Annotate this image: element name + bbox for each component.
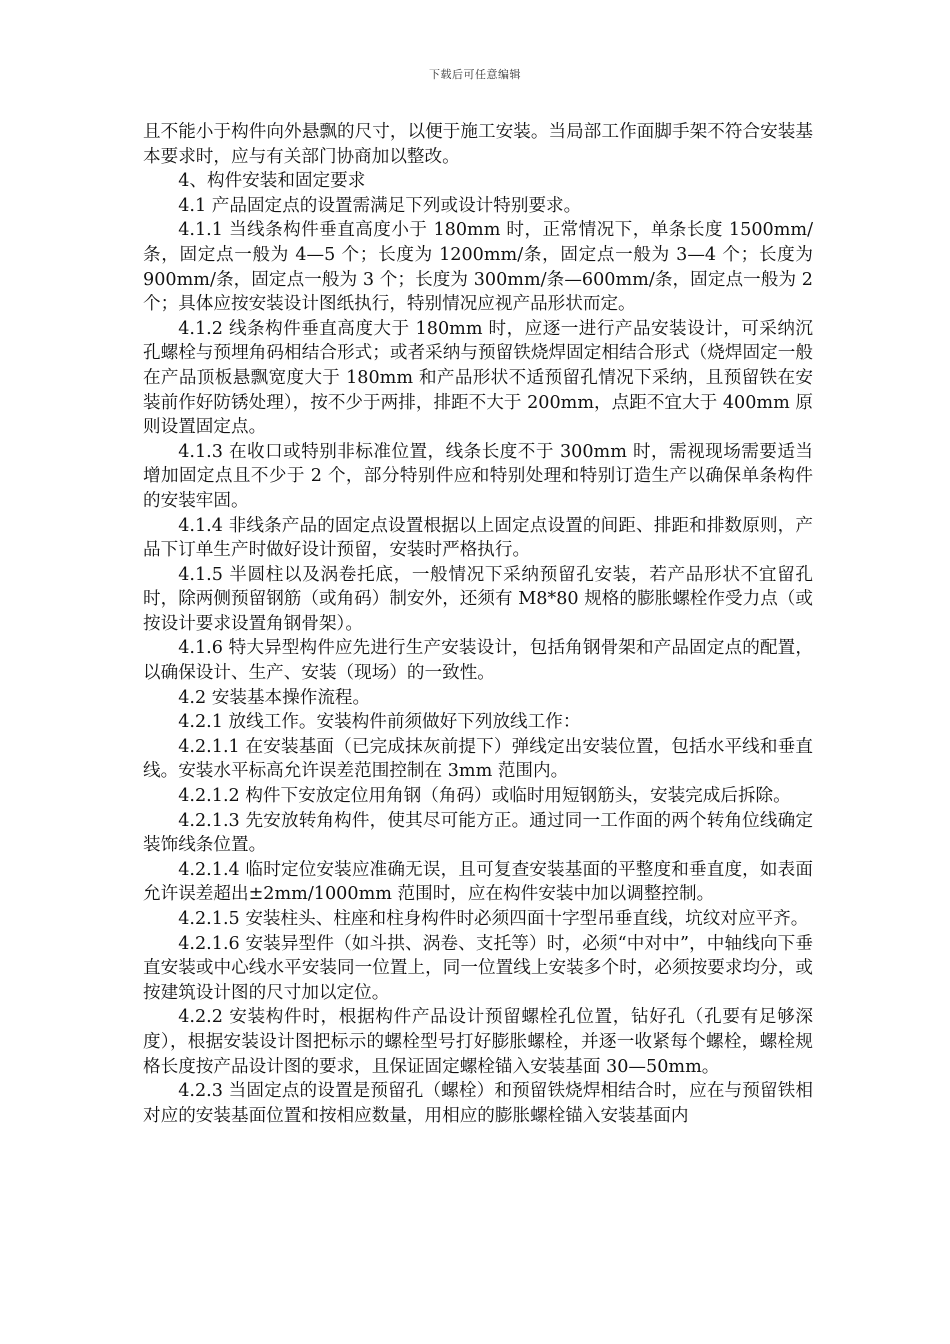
section-heading: 4、构件安装和固定要求 — [178, 171, 366, 192]
paragraph: 4.1.6 特大异型构件应先进行生产安装设计，包括角钢骨架和产品固定点的配置，以确保设计、生产、安装（现场）的一致性。 — [143, 638, 813, 684]
paragraph: 4.2.1.4 临时定位安装应准确无误，且可复查安装基面的平整度和垂直度，如表面允许误差超出±2mm/1000mm 范围时，应在构件安装中加以调整控制。 — [143, 859, 813, 905]
paragraph: 4.1 产品固定点的设置需满足下列或设计特别要求。 — [178, 195, 582, 216]
paragraph: 4.1.2 线条构件垂直高度大于 180mm 时，应逐一进行产品安装设计，可采纳沉孔螺栓与预埋角码相结合形式；或者采纳与预留铁烧焊固定相结合形式（烧焊固定一般在产品顶板悬飘宽度大于 180mm 和产品形状不适预留孔情况下采纳，且预留铁在安装前作好防锈处理），按不少于两排，排距不大于 200mm，点距不宜大于 400mm 原则设置固定点。 — [143, 318, 813, 438]
paragraph: 4.2.1.6 安装异型件（如斗拱、涡卷、支托等）时，必须“中对中”，中轴线向下垂直安装或中心线水平安装同一位置上，同一位置线上安装多个时，必须按要求均分，或按建筑设计图的尺寸加以定位。 — [143, 933, 813, 1003]
document-body — [143, 120, 813, 1128]
paragraph: 4.2.1.1 在安装基面（已完成抹灰前提下）弹线定出安装位置，包括水平线和垂直线。安装水平标高允许误差范围控制在 3mm 范围内。 — [143, 736, 813, 782]
paragraph: 4.2.1.3 先安放转角构件，使其尽可能方正。通过同一工作面的两个转角位线确定装饰线条位置。 — [143, 810, 813, 856]
paragraph: 且不能小于构件向外悬飘的尺寸，以便于施工安装。当局部工作面脚手架不符合安装基本要求时，应与有关部门协商加以整改。 — [143, 122, 813, 167]
paragraph: 4.1.4 非线条产品的固定点设置根据以上固定点设置的间距、排距和排数原则，产品下订单生产时做好设计预留，安装时严格执行。 — [143, 515, 813, 561]
paragraph: 4.1.3 在收口或特别非标准位置，线条长度不于 300mm 时，需视现场需要适当增加固定点且不少于 2 个，部分特别件应和特别处理和特别订造生产以确保单条构件的安装牢固。 — [143, 441, 813, 511]
page-header: 下载后可任意编辑 — [429, 68, 521, 81]
paragraph: 4.2.1 放线工作。安装构件前须做好下列放线工作： — [178, 712, 581, 733]
paragraph: 4.1.1 当线条构件垂直高度小于 180mm 时，正常情况下，单条长度 1500mm/条，固定点一般为 4—5 个；长度为 1200mm/条，固定点一般为 3—4 个；长度为 900mm/条，固定点一般为 3 个；长度为 300mm/条—600mm/条，固定点一般为 2 个；具体应按安装设计图纸执行，特别情况应视产品形状而定。 — [143, 220, 813, 315]
paragraph: 4.2.1.2 构件下安放定位用角钢（角码）或临时用短钢筋头，安装完成后拆除。 — [178, 786, 791, 807]
paragraph: 4.2.2 安装构件时，根据构件产品设计预留螺栓孔位置，钻好孔（孔要有足够深度），根据安装设计图把标示的螺栓型号打好膨胀螺栓，并逐一收紧每个螺栓，螺栓规格长度按产品设计图的要求，且保证固定螺栓锚入安装基面 30—50mm。 — [143, 1007, 813, 1077]
paragraph: 4.2.1.5 安装柱头、柱座和柱身构件时必须四面十字型吊垂直线，坑纹对应平齐。 — [178, 909, 809, 929]
paragraph: 4.2 安装基本操作流程。 — [178, 687, 371, 708]
paragraph: 4.1.5 半圆柱以及涡卷托底，一般情况下采纳预留孔安装，若产品形状不宜留孔时，除两侧预留钢筋（或角码）制安外，还须有 M8*80 规格的膨胀螺栓作受力点（或按设计要求设置角钢骨架）。 — [143, 564, 813, 634]
paragraph: 4.2.3 当固定点的设置是预留孔（螺栓）和预留铁烧焊相结合时，应在与预留铁相对应的安装基面位置和按相应数量，用相应的膨胀螺栓锚入安装基面内 — [143, 1081, 813, 1126]
